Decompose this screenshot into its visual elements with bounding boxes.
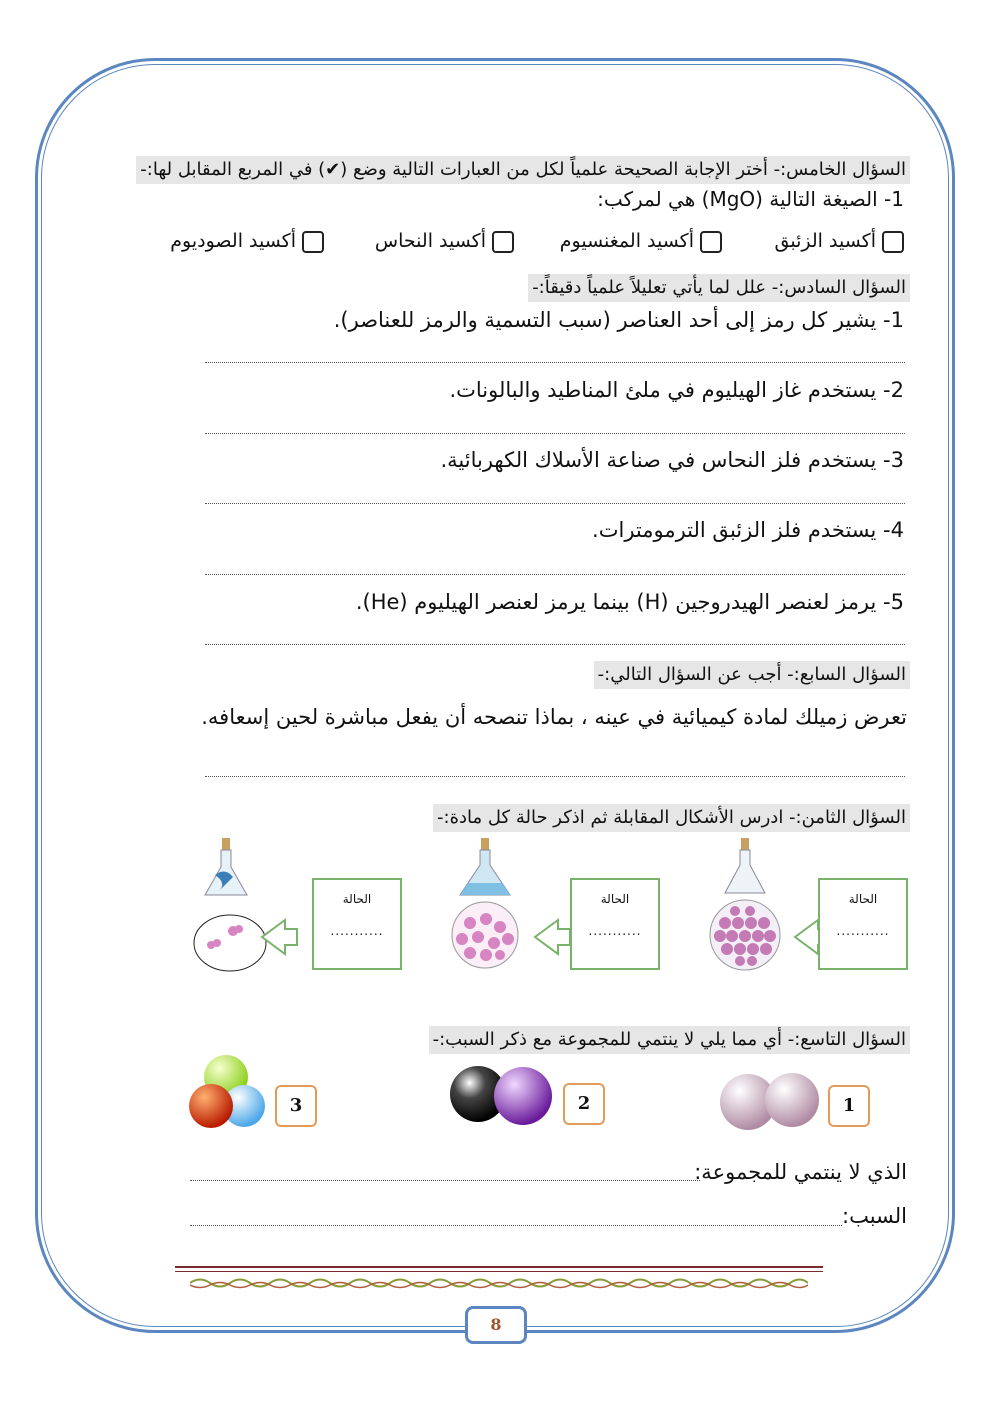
arrow (535, 920, 570, 954)
flask-stopper (222, 838, 230, 850)
liquid (460, 883, 510, 895)
q6-item-4: 4- يستخدم فلز الزئبق الترمومترات. (592, 518, 904, 542)
q6-item-3: 3- يستخدم فلز النحاس في صناعة الأسلاك الكهربائية. (440, 448, 904, 472)
answer-line[interactable] (205, 574, 905, 575)
answer-line[interactable] (205, 776, 905, 777)
answer-line[interactable] (190, 1225, 842, 1226)
q5-header: السؤال الخامس:- أختر الإجابة الصحيحة علمياً لكل من العبارات التالية وضع (✔) في المربع المقابل لها:- (136, 156, 910, 184)
flask-stopper (481, 838, 489, 850)
state-box-solid[interactable]: الحالة ........... (818, 878, 908, 970)
q5-option-3[interactable]: أكسيد النحاس (375, 230, 514, 253)
checkbox[interactable] (492, 231, 514, 253)
q6-item-1: 1- يشير كل رمز إلى أحد العناصر (سبب التسمية والرمز للعناصر). (333, 308, 904, 332)
q5-item1: 1- الصيغة التالية (MgO) هي لمركب: (597, 187, 904, 211)
q6-header: السؤال السادس:- علل لما يأتي تعليلاً علمياً دقيقاً:- (528, 274, 910, 302)
checkbox[interactable] (302, 231, 324, 253)
footer-rule (175, 1271, 823, 1272)
option-number-1[interactable]: 1 (828, 1085, 870, 1127)
footer-rule (175, 1266, 823, 1268)
reason-label: السبب: (842, 1204, 907, 1228)
q8-header: السؤال الثامن:- ادرس الأشكال المقابلة ثم اذكر حالة كل مادة:- (433, 804, 910, 832)
q5-option-2[interactable]: أكسيد المغنسيوم (560, 230, 722, 253)
q6-item-5: 5- يرمز لعنصر الهيدروجين (H) بينما يرمز لعنصر الهيليوم (He). (355, 590, 904, 614)
option-number-3[interactable]: 3 (275, 1085, 317, 1127)
particle-circle (194, 915, 266, 971)
q9-header: السؤال التاسع:- أي مما يلي لا ينتمي للمجموعة مع ذكر السبب:- (429, 1026, 910, 1054)
q7-header: السؤال السابع:- أجب عن السؤال التالي:- (594, 661, 910, 689)
page-number: 8 (465, 1306, 527, 1344)
not-belong-label: الذي لا ينتمي للمجموعة: (694, 1160, 907, 1184)
flask (725, 850, 765, 893)
option-number-2[interactable]: 2 (563, 1083, 605, 1125)
arrow (262, 920, 297, 954)
footer-ornament (190, 1276, 808, 1290)
page-frame-inner (41, 64, 949, 1327)
answer-line[interactable] (205, 644, 905, 645)
answer-line[interactable] (205, 433, 905, 434)
checkbox[interactable] (700, 231, 722, 253)
state-box-liquid[interactable]: الحالة ........... (570, 878, 660, 970)
answer-line[interactable] (190, 1180, 700, 1181)
state-box-gas[interactable]: الحالة ........... (312, 878, 402, 970)
checkbox[interactable] (882, 231, 904, 253)
answer-line[interactable] (205, 362, 905, 363)
answer-line[interactable] (205, 503, 905, 504)
q5-option-1[interactable]: أكسيد الزئبق (775, 230, 904, 253)
q5-option-4[interactable]: أكسيد الصوديوم (170, 230, 324, 253)
q7-text: تعرض زميلك لمادة كيميائية في عينه ، بماذا تنصحه أن يفعل مباشرة لحين إسعافه. (201, 705, 907, 729)
flask-stopper (741, 838, 749, 850)
q6-item-2: 2- يستخدم غاز الهيليوم في ملئ المناطيد والبالونات. (449, 378, 904, 402)
